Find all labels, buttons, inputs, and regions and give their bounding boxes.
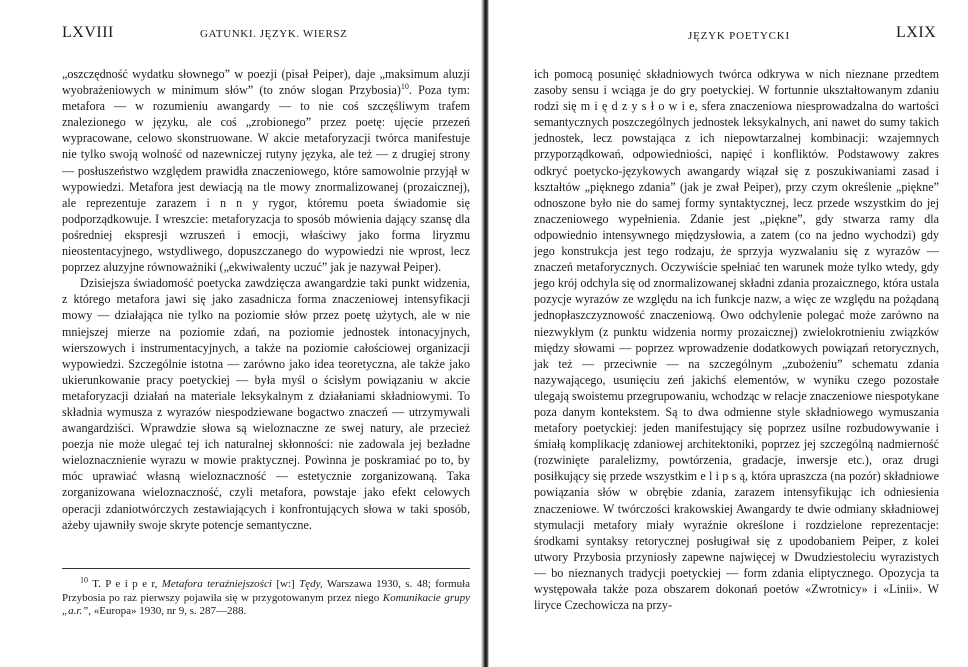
left-paragraph-1	[62, 66, 470, 275]
left-p1-text-a: „oszczędność wydatku słownego” w poezji (pisał Peiper), daje „maksimum aluzji wyobrażeniowych w minimum słów” (to znów slogan Przybosia)	[62, 67, 470, 98]
footnote-text-b: «Europa» 1930, nr 9, s. 287—288.	[93, 605, 247, 617]
right-p1-text-a: ich pomocą posunięć składniowych twórca odkrywa w nich nieznane przedtem zasoby sensu i wciąga je do gry poetyckiej. W fortunnie ukształtowanym zdaniu rodzi się	[534, 67, 939, 114]
spaced-emphasis-elipsa: e l i p s ą,	[700, 469, 748, 484]
footnote-text-a: Warszawa 1930, s. 48; formuła Przybosia po raz pierwszy pojawiła się w przygotowanym przez niego	[62, 578, 471, 604]
right-p1-text-b: sfera znaczeniowa niesprowadzalna do wartości semantycznych poszczególnych jednostek leksykalnych, ani nawet do sumy takich jednostek, lecz powstająca z ich niepowtarzalnej kombinacji: wzajemnych przyporządkowań, odpowiedniości, napięć i konfliktów. Podstawowy zakres odkryć poetycko-językowych awangardy wiązał się z poszukiwaniami zasad i kształtów „pięknego zdania” (jak je zwał Peiper), przy czym określenie „piękne” odnoszone było nie do samej formy syntaktycznej, lecz przede wszystkim do jej znaczeniowego wypełnienia. Zdanie jest „piękne”, gdy stwarza ramy dla odpowiednio intensywnego międzysłowia, a zatem (co na jedno wychodzi) gdy jego konstrukcja jest tego rodzaju, że sprzyja wyzwalaniu się z wyrazów — znaczeń metaforycznych. Oczywiście spełniać ten warunek może tylko wtedy, gdy jego krój odchyla się od znormalizowanej składni zdania prozaicznego, która ustala pozycje wyrazów ze względu na ich funkcje nazw, a więc ze względu na pożądaną jednopłaszczyznowość znaczeniową. Owo odchylenie polegać może zarówno na niezwykłym (z punktu widzenia normy prozaicznej) zwielokrotnieniu związków między słowami — poprzez wprowadzenie dodatkowych powiązań retorycznych, jak też — przeciwnie — na szczególnym „zubożeniu” schematu zdania nazywającego, usunięciu zeń jakichś elementów, w wyniku czego pozostałe ulegają swoistemu przegrupowaniu, wchodząc w relacje znaczeniowe niespotykane poza danym kontekstem. Są to dwa odmienne style składniowego wymuszania metafory poetyckiej: jeden manifestujący się poprzez usilne rozbudowywanie i śmiałą komplikację zdaniowej architektoniki, poprzez jej szczególną nadmierność (rozwinięte paralelizmy, powtórzenia, gradacje, inwersje etc.), oraz drugi posiłkujący się przede wszystkim	[534, 99, 940, 484]
footnote-title: Metafora teraźniejszości	[161, 578, 272, 590]
left-p1-text-c: rygor, któremu poeta świadomie się podporządkowuje. I wreszcie: metaforyzacja to sposób mówienia dający szansę dla pośredniej ekspresji wzruszeń i emocji, właściwy jako forma liryzmu nieostentacyjnego, wstydliwego, dopuszczanego do wypowiedzi nie wprost, lecz poprzez aluzyjne równoważniki („ekwiwalenty uczuć” jak je nazywał Peiper).	[62, 195, 470, 275]
footnote-book: Tędy,	[299, 578, 323, 590]
right-p1-text-c: która upraszcza (na pozór) składniowe powiązania słów w obrębie zdania, zarazem intensyfikując ich odniesienia znaczeniowe. W twórczości krakowskiej Awangardy te dwie odmiany składniowej stymulacji metafory miały wyraźnie określone i rozdzielone reprezentacje: środkami syntaksy retorycznej posługiwał się z upodobaniem Peiper, z kolei utwory Przybosia przyniosły zapewne najwięcej w Dwudziestoleciu wyrazistych — bo nieznanych tradycji poetyckiej — form zdania eliptycznego. Opozycja ta występowała także poza obszarem dokonań poetów «Zwrotnicy» i «Linii». W liryce Czechowicza na przy-	[534, 469, 940, 613]
right-running-title: JĘZYK POETYCKI	[688, 30, 790, 42]
right-paragraph-1	[534, 66, 939, 613]
footnote-reference: 10	[400, 82, 409, 92]
right-page-number: LXIX	[896, 24, 937, 41]
footnote-journal: Komunikacie grupy „a.r.”,	[62, 591, 470, 617]
left-p1-text-b: . Poza tym: metafora — w rozumieniu awangardy — to nie coś szczęśliwym trafem znalezionego w języku, ale coś „zrobionego” przez poetę: ujęcie przezeń wypracowane, celowo skonstruowane. W akcie metaforyzacji twórca manifestuje nie tylko swoją wolność od nazewniczej rutyny języka, ale też — z drugiej strony — posłuszeństwo względem prawidła znaczeniowego, które samowolnie przyjął w wypowiedzi. Metafora jest dewiacją na tle mowy znormalizowanej (prozaicznej), ale reprezentuje zarazem	[62, 83, 470, 210]
footnote-in: [w:]	[276, 578, 295, 590]
spaced-emphasis-miedzyslowie: m i ę d z y s ł o w i e,	[580, 99, 698, 114]
footnote-number: 10	[80, 575, 88, 585]
left-body-text	[62, 66, 470, 533]
footnote-author: T. P e i p e r,	[92, 578, 158, 590]
footnote	[62, 575, 471, 619]
left-running-title: GATUNKI. JĘZYK. WIERSZ	[200, 28, 348, 40]
right-page	[490, 0, 968, 667]
right-body-text	[534, 66, 939, 613]
footnote-divider	[62, 568, 470, 569]
left-paragraph-2: Dzisiejsza świadomość poetycka zawdzięcza awangardzie taki punkt widzenia, z którego metafora jawi się jako zasadnicza forma znaczeniowej intensyfikacji mowy — działająca nie tylko na poziomie słów przez poetę użytych, ale w nie mniejszej mierze na poziomie zdań, na poziomie jednostek intonacyjnych, wierszowych i instrumentacyjnych, a także na poziomie całościowej organizacji wypowiedzi. Szczególnie istotna — zarówno jako idea teoretyczna, ale także jako ukierunkowanie pracy poetyckiej — była myśl o ścisłym powiązaniu w akcie metaforyzacji działań na materiale leksykalnym z działaniami składniowymi. To składnia wymusza z wyrazów niespodziewane bogactwo znaczeń — utrzymywali awangardziści. Wprawdzie słowa są wieloznaczne ze swej natury, ale przecież poezja nie może ulegać tej ich naturalnej skłonności: nie zadowala jej bezładne wieloznacznienie wyrazu w mowie praktycznej. Powinna je poskramiać po to, by móc uprawiać własną wieloznaczność — estetycznie zorganizowaną. Taka zorganizowana wieloznaczność, czyli metafora, powstaje jako efekt celowych operacji zdaniotwórczych zestawiających i konfrontujących słowa w taki sposób, ażeby ujawniły swoje skryte potencje semantyczne.	[62, 276, 470, 532]
spaced-emphasis-inny: i n n y	[206, 195, 259, 210]
book-gutter-shadow	[481, 0, 489, 667]
left-page-number: LXVIII	[62, 24, 114, 41]
